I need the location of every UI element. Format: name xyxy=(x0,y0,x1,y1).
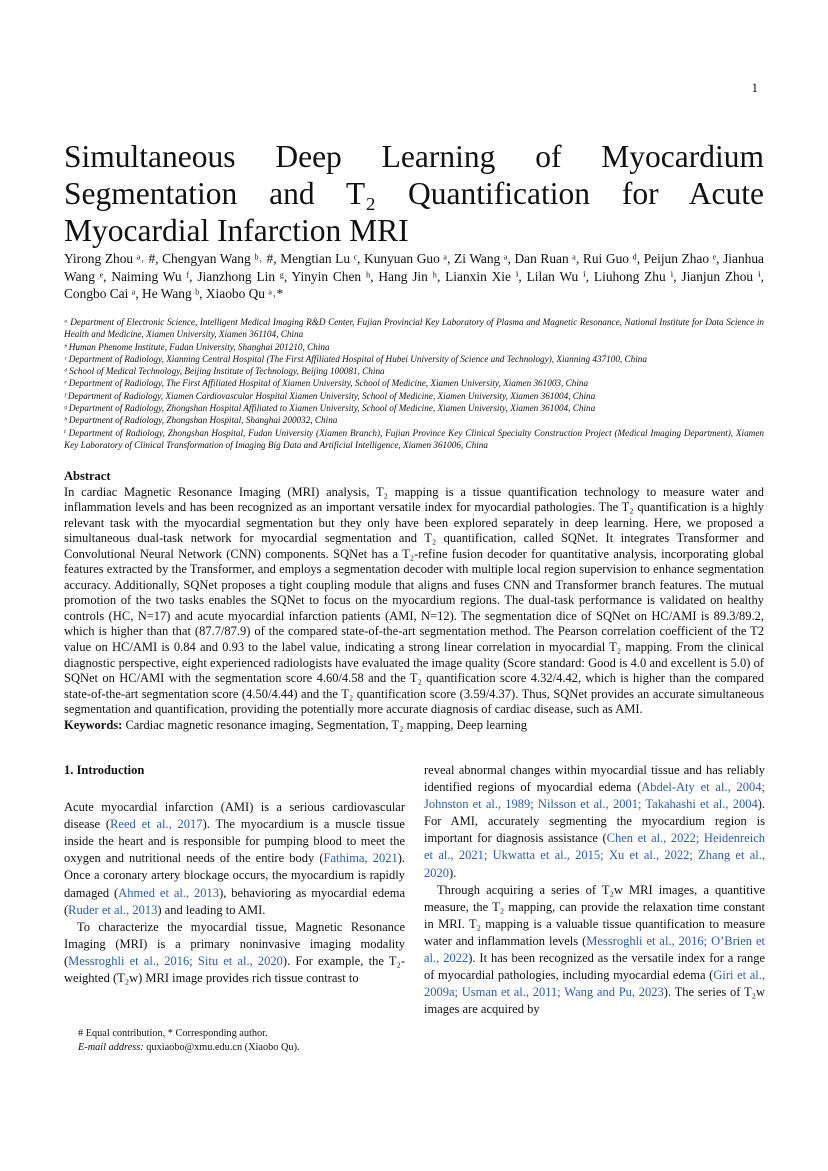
paragraph-text: ). xyxy=(449,865,457,880)
paragraph-text: To characterize the myocardial tissue, Magnetic Resonance Imaging (MRI) is a primary noninvasive imaging modality ( xyxy=(64,919,405,968)
affiliation-i: ⁱ Department of Radiology, Zhongshan Hospital, Fudan University (Xiamen Branch), Fujian Province Key Clinical Specialty Construction Project (Medical Imaging Department), Xiamen Key Laboratory of Clinical Transformation of Imaging Big Data and Artificial Intelligence, Xiamen 361006, China xyxy=(64,427,764,450)
abstract-text: In cardiac Magnetic Resonance Imaging (MRI) analysis, T₂ mapping is a tissue quantification technology to measure water and inflammation levels and has been recognized as an important versatile index for myocardial pathologies. The T₂ quantification is a highly relevant task with the myocardial segmentation but they only have been explored separately in deep learning. Here, we proposed a simultaneous dual-task network for myocardial segmentation and T₂ quantification, called SQNet. It integrates Transformer and Convolutional Neural Network (CNN) components. SQNet has a T₂-refine fusion decoder for quantitative analysis, incorporating global features extracted by the Transformer, and employs a segmentation decoder with multiple local region supervision to enhance segmentation accuracy. Additionally, SQNet proposes a tight coupling module that aligns and fuses CNN and Transformer branch features. The mutual promotion of the two tasks enables the SQNet to focus on the myocardium regions. The dual-task performance is validated on healthy controls (HC, N=17) and acute myocardial infarction patients (AMI, N=12). The segmentation dice of SQNet on HC/AMI is 89.3/89.2, which is higher than that (87.7/87.9) of the compared state-of-the-art segmentation method. The Pearson correlation coefficient of the T2 value on HC/AMI is 0.84 and 0.93 to the label value, indicating a strong linear correlation in myocardial T₂ mapping. From the clinical diagnostic perspective, eight experienced radiologists have evaluated the image quality (Score standard: Good is 4.0 and excellent is 5.0) of SQNet on HC/AMI with the segmentation score 4.60/4.58 and the T₂ quantification score 4.32/4.42, which is higher than the compared state-of-the-art segmentation score (4.50/4.44) and the T₂ quantification score (3.59/4.37). Thus, SQNet provides an accurate simultaneous segmentation and quantification, providing the potentially more accurate diagnosis of cardiac disease, such as AMI. xyxy=(64,484,764,717)
abstract-heading: Abstract xyxy=(64,469,111,483)
paragraph-text: ). It has been recognized as the versatile index for a range of myocardial pathologies, including myocardial edema ( xyxy=(424,951,766,983)
affiliation-e: ᵉ Department of Radiology, The First Affiliated Hospital of Xiamen University, School of Medicine, Xiamen University, Xiamen 361003, China xyxy=(64,378,589,389)
paragraph-text: Acute myocardial infarction (AMI) is a serious cardiovascular disease ( xyxy=(64,800,405,832)
email-label: E-mail address: xyxy=(78,1042,144,1053)
paragraph-text: ). The series of T₂w images are acquired by xyxy=(424,985,765,1017)
footnote xyxy=(78,1027,300,1055)
footnote-email xyxy=(78,1041,300,1055)
paragraph-text: ) and leading to AMI. xyxy=(157,902,266,917)
affiliation-h: ʰ Department of Radiology, Zhongshan Hospital, Shanghai 200032, China xyxy=(64,415,338,426)
paragraph-text: ). For AMI, accurately segmenting the myocardium region is important for diagnosis assistance ( xyxy=(424,797,765,846)
affiliation-d: ᵈ School of Medical Technology, Beijing Institute of Technology, Beijing 100081, China xyxy=(64,366,385,377)
intro-paragraph-2 xyxy=(64,919,405,987)
affiliation-c: ᶜ Department of Radiology, Xianning Central Hospital (The First Affiliated Hospital of Hubei University of Science and Technology), Xianning 437100, China xyxy=(64,353,647,364)
affiliation-g: ᵍ Department of Radiology, Zhongshan Hospital Affiliated to Xiamen University, School of Medicine, Xiamen University, Xiamen 361004, China xyxy=(64,403,596,414)
keywords-label: Keywords: xyxy=(64,717,123,732)
citation-link[interactable]: Giri et al., 2009a; Usman et al., 2011; Wang and Pu, 2023 xyxy=(424,968,765,1000)
author-list: Yirong Zhou ᵃ˒ #, Chengyan Wang ᵇ˒ #, Mengtian Lu ᶜ, Kunyuan Guo ᵃ, Zi Wang ᵃ, Dan Ruan ᵃ, Rui Guo ᵈ, Peijun Zhao ᵉ, Jianhua Wang ᵉ, Naiming Wu ᶠ, Jianzhong Lin ᵍ, Yinyin Chen ʰ, Hang Jin ʰ, Lianxin Xie ⁱ, Lilan Wu ⁱ, Liuhong Zhu ⁱ, Jianjun Zhou ⁱ, Congbo Cai ᵃ, He Wang ᵇ, Xiaobo Qu ᵃ˒* xyxy=(64,251,764,301)
intro-paragraph-continued xyxy=(424,762,765,882)
title-line: Simultaneous Deep Learning of Myocardium xyxy=(64,139,764,174)
email-address[interactable]: quxiaobo@xmu.edu.cn (Xiaobo Qu). xyxy=(146,1042,300,1053)
intro-paragraph-1 xyxy=(64,799,405,919)
abstract-section xyxy=(64,469,764,733)
keywords xyxy=(64,718,764,734)
citation-link[interactable]: Ruder et al., 2013 xyxy=(68,902,158,917)
citation-link[interactable]: Reed et al., 2017 xyxy=(110,817,203,832)
paragraph-text: ). The myocardium is a muscle tissue inside the heart and is responsible for pumping blood to meet the oxygen and nutritional needs of the entire body ( xyxy=(64,817,405,866)
paragraph-text: ), behavioring as myocardial edema ( xyxy=(64,885,405,917)
paragraph-text: ). For example, the T₂-weighted (T₂w) MRI image provides rich tissue contrast to xyxy=(64,953,405,986)
paragraph-text: ). Once a coronary artery blockage occurs, the myocardium is rapidly damaged ( xyxy=(64,851,406,900)
section-heading-introduction: 1. Introduction xyxy=(64,763,145,777)
affiliation-b: ᵇ Human Phenome Institute, Fudan University, Shanghai 201210, China xyxy=(64,341,330,352)
left-column xyxy=(64,762,405,987)
title-line: Myocardial Infarction MRI xyxy=(64,213,409,248)
affiliation-a: ᵃ Department of Electronic Science, Intelligent Medical Imaging R&D Center, Fujian Provincial Key Laboratory of Plasma and Magnetic Resonance, National Institute for Data Science in Health and Medicine, Xiamen University, Xiamen 361104, China xyxy=(64,317,764,340)
citation-link[interactable]: Messroghli et al., 2016; Situ et al., 2020 xyxy=(68,953,283,968)
title-line: Segmentation and T₂ Quantification for Acute xyxy=(64,176,764,211)
paper-title xyxy=(64,138,764,249)
intro-paragraph-3 xyxy=(424,882,765,1019)
right-column xyxy=(424,762,765,1018)
citation-link[interactable]: Ahmed et al., 2013 xyxy=(118,885,220,900)
footnote-contribution: # Equal contribution, * Corresponding author. xyxy=(78,1028,268,1039)
affiliations xyxy=(64,316,764,451)
citation-link[interactable]: Messroghli et al., 2016; O’Brien et al., 2022 xyxy=(424,933,765,966)
affiliation-f: ᶠ Department of Radiology, Xiamen Cardiovascular Hospital Xiamen University, School of Medicine, Xiamen University, Xiamen 361004, China xyxy=(64,390,596,401)
paragraph-text: reveal abnormal changes within myocardial tissue and has reliably identified regions of myocardial edema ( xyxy=(424,763,765,795)
paragraph-text: Through acquiring a series of T₂w MRI images, a quantitive measure, the T₂ mapping, can provide the relaxation time constant in MRI. T₂ mapping is a valuable tissue quantification to measure water and inflammation levels ( xyxy=(424,882,765,948)
keywords-text: Cardiac magnetic resonance imaging, Segmentation, T₂ mapping, Deep learning xyxy=(125,717,528,732)
citation-link[interactable]: Fathima, 2021 xyxy=(323,851,398,866)
page-number: 1 xyxy=(751,80,758,95)
citation-link[interactable]: Abdel-Aty et al., 2004; Johnston et al., 1989; Nilsson et al., 2001; Takahashi et al., 2004 xyxy=(424,780,765,812)
citation-link[interactable]: Chen et al., 2022; Heidenreich et al., 2021; Ukwatta et al., 2015; Xu et al., 2022; Zhang et al., 2020 xyxy=(424,831,765,880)
